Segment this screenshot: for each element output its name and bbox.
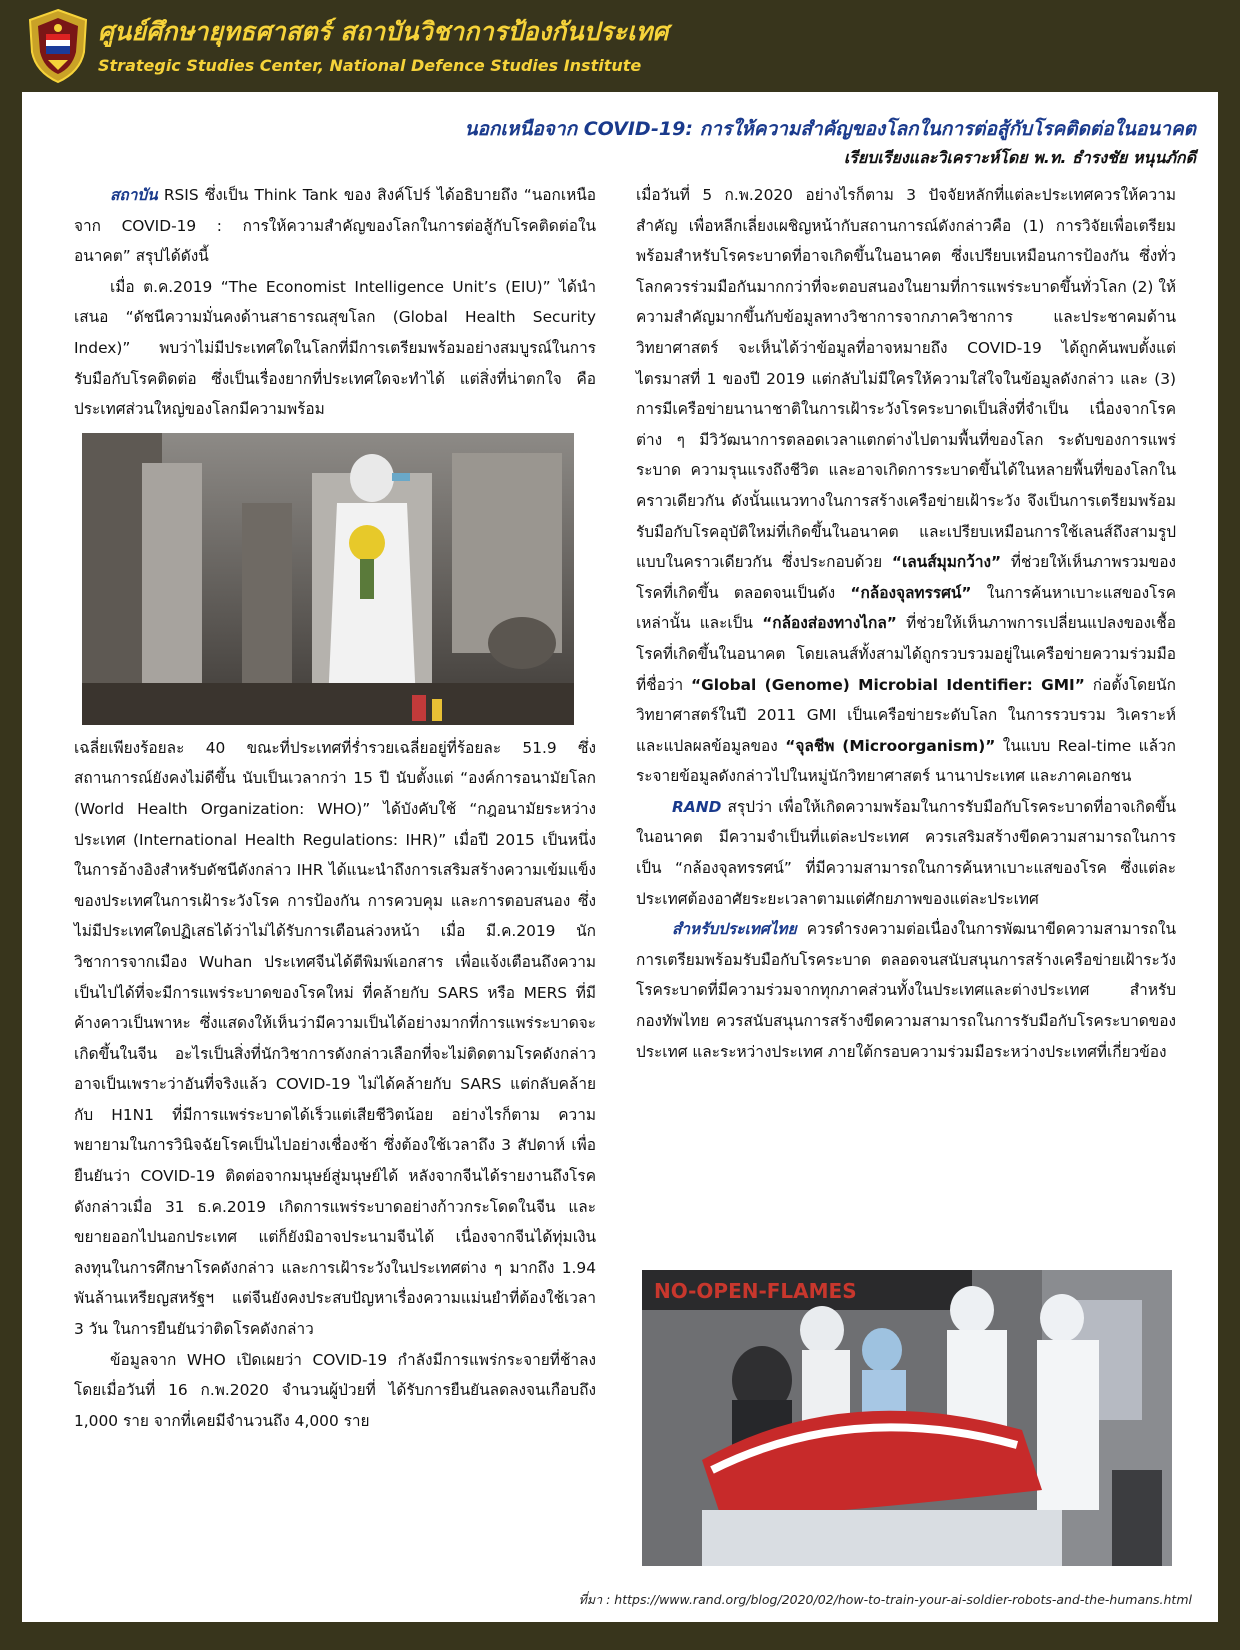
header-bar bbox=[0, 0, 1240, 92]
source-citation: ที่มา : https://www.rand.org/blog/2020/02/how-to-train-your-ai-soldier-robots-and-the-humans.html bbox=[578, 1592, 1192, 1607]
article-byline: เรียบเรียงและวิเคราะห์โดย พ.ท. ธำรงชัย หนุนภักดี bbox=[843, 148, 1196, 167]
paragraph-lead: สถาบัน bbox=[110, 186, 158, 204]
paragraph-text: ควรดำรงความต่อเนื่องในการพัฒนาขีดความสามารถในการเตรียมพร้อมรับมือกับโรคระบาด ตลอดจนสนับสนุนการสร้างเครือข่ายเฝ้าระวังโรคระบาดที่มีความร่วมจากทุกภาคส่วนทั้งในประเทศและต่างประเทศ สำหรับกองทัพไทย ควรสนับสนุนการสร้างขีดความสามารถในการรับมือกับโรคระบาดของประเทศ และระหว่างประเทศ ภายใต้กรอบความร่วมมือระหว่างประเทศที่เกี่ยวข้อง bbox=[636, 920, 1176, 1061]
paragraph bbox=[636, 792, 1176, 914]
warning-sign-text: NO-OPEN-FLAMES bbox=[654, 1279, 857, 1303]
paragraph bbox=[636, 180, 1176, 792]
right-column bbox=[636, 180, 1176, 1067]
paragraph-text: เมื่อวันที่ 5 ก.พ.2020 อย่างไรก็ตาม 3 ปัจจัยหลักที่แต่ละประเทศควรให้ความสำคัญ เพื่อหลีกเลี่ยงเผชิญหน้ากับสถานการณ์ดังกล่าวคือ (1) การวิจัยเพื่อเตรียมพร้อมสำหรับโรคระบาดที่อาจเกิดขึ้นในอนาคต ซึ่งเปรียบเหมือนการป้องกัน ซึ่งทั่วโลกควรร่วมมือกันมากกว่าที่จะตอบสนองในยามที่การแพร่ระบาดขึ้นทั่วโลก (2) ให้ความสำคัญมากขึ้นกับข้อมูลทางวิชาการจากภาควิชาการ และประชาคมด้านวิทยาศาสตร์ จะเห็นได้ว่าข้อมูลที่อาจหมายถึง COVID-19 ได้ถูกค้นพบตั้งแต่ไตรมาสที่ 1 ของปี 2019 แต่กลับไม่มีใครให้ความใส่ใจในข้อมูลดังกล่าว และ (3) การมีเครือข่ายนานาชาติในการเฝ้าระวังโรคระบาดเป็นสิ่งที่จำเป็น เนื่องจากโรคต่าง ๆ มีวิวัฒนาการตลอดเวลาแตกต่างไปตามพื้นที่ของโลก ระดับของการแพร่ระบาด ความรุนแรงถึงชีวิต และอาจเกิดการระบาดขึ้นได้ในหลายพื้นที่ของโลกในคราวเดียวกัน ดังนั้นแนวทางในการสร้างเครือข่ายเฝ้าระวัง จึงเป็นการเตรียมพร้อมรับมือกับโรคอุบัติใหม่ที่เกิดขึ้นในอนาคต และเปรียบเหมือนการใช้เลนส์ถึงสามรูปแบบในคราวเดียวกัน ซึ่งประกอบด้วย bbox=[636, 186, 1176, 572]
paragraph-lead: RAND bbox=[672, 797, 722, 816]
institute-emblem-icon bbox=[24, 8, 92, 84]
paragraph-text: ที่ช่วยให้เห็นภาพการเปลี่ยนแปลงของเชื้อโรคที่เกิดขึ้นในอนาคต โดยเลนส์ทั้งสามได้ถูกรวบรวมอยู่ในเครือข่ายความร่วมมือที่ชื่อว่า bbox=[636, 614, 1176, 694]
paragraph: ข้อมูลจาก WHO เปิดเผยว่า COVID-19 กำลังมีการแพร่กระจายที่ช้าลง โดยเมื่อวันที่ 16 ก.พ.2020 จำนวนผู้ป่วยที่ ได้รับการยืนยันลดลงจนเกือบถึง 1,000 ราย จากที่เคยมีจำนวนถึง 4,000 ราย bbox=[74, 1350, 596, 1430]
paragraph-text: ในแบบ Real-time แล้วกระจายข้อมูลดังกล่าวไปในหมู่นักวิทยาศาสตร์ นานาประเทศ และภาคเอกชน bbox=[636, 736, 1176, 786]
emphasis-microorganism: “จุลชีพ (Microorganism)” bbox=[785, 736, 996, 755]
emphasis-gmi: “Global (Genome) Microbial Identifier: GMI” bbox=[691, 675, 1085, 694]
paragraph-text: สรุปว่า เพื่อให้เกิดความพร้อมในการรับมือกับโรคระบาดที่อาจเกิดขึ้นในอนาคต มีความจำเป็นที่แต่ละประเทศ ควรเสริมสร้างขีดความสามารถในการเป็น “กล้องจุลทรรศน์” ที่มีความสามารถในการค้นหาเบาะแสของโรค ซึ่งแต่ละประเทศต้องอาศัยระยะเวลาตามแต่ศักยภาพของแต่ละประเทศ bbox=[636, 797, 1176, 908]
cemetery-mourner-photo bbox=[82, 433, 574, 725]
paragraph: เฉลี่ยเพียงร้อยละ 40 ขณะที่ประเทศที่ร่ำรวยเฉลี่ยอยู่ที่ร้อยละ 51.9 ซึ่งสถานการณ์ยังคงไม่ดีขึ้น นับเป็นเวลากว่า 15 ปี นับตั้งแต่ “องค์การอนามัยโลก (World Health Organization: WHO)” ได้บังคับใช้ “กฎอนามัยระหว่างประเทศ (International Health Regulations: IHR)” เมื่อปี 2015 เป็นหนึ่งในการอ้างอิงสำหรับดัชนีดังกล่าว IHR ได้แนะนำถึงการเสริมสร้างความเข้มแข็งของประเทศในการเฝ้าระวังโรค การป้องกัน การควบคุม และการตอบสนอง ซึ่งไม่มีประเทศใดปฏิเสธได้ว่าไม่ได้รับการเตือนล่วงหน้า เมื่อ มี.ค.2019 นักวิชาการจากเมือง Wuhan ประเทศจีนได้ตีพิมพ์เอกสาร เพื่อแจ้งเตือนถึงความเป็นไปได้ที่จะมีการแพร่ระบาดของโรคใหม่ ที่คล้ายกับ SARS หรือ MERS ที่มีค้างคาวเป็นพาหะ ซึ่งแสดงให้เห็นว่ามีความเป็นได้อย่างมากที่การแพร่ระบาดจะเกิดขึ้นในจีน อะไรเป็นสิ่งที่นักวิชาการดังกล่าวเลือกที่จะไม่ติดตามโรคดังกล่าว อาจเป็นเพราะว่าอันที่จริงแล้ว COVID-19 ไม่ได้คล้ายกับ SARS แต่กลับคล้ายกับ H1N1 ที่มีการแพร่ระบาดได้เร็วแต่เสียชีวิตน้อย อย่างไรก็ตาม ความพยายามในการวินิจฉัยโรคเป็นไปอย่างเชื่องช้า ซึ่งต้องใช้เวลาถึง 3 สัปดาห์ เพื่อยืนยันว่า COVID-19 ติดต่อจากมนุษย์สู่มนุษย์ได้ หลังจากจีนได้รายงานถึงโรคดังกล่าวเมื่อ 31 ธ.ค.2019 เกิดการแพร่ระบาดอย่างก้าวกระโดดในจีน และขยายออกไปนอกประเทศ แต่ก็ยังมิอาจประนามจีนได้ เนื่องจากจีนได้ทุ่มเงินลงทุนในการศึกษาโรคดังกล่าว และการเฝ้าระวังในประเทศต่าง ๆ มากถึง 1.94 พันล้านเหรียญสหรัฐฯ แต่จีนยังคงประสบปัญหาเรื่องความแม่นยำที่ต้องใช้เวลา 3 วัน ในการยืนยันว่าติดโรคดังกล่าว bbox=[74, 738, 596, 1339]
article-title: นอกเหนือจาก COVID-19: การให้ความสำคัญของโลกในการต่อสู้กับโรคติดต่อในอนาคต bbox=[464, 118, 1196, 140]
paragraph: เมื่อ ต.ค.2019 “The Economist Intelligence Unit’s (EIU)” ได้นำเสนอ “ดัชนีความมั่นคงด้านสาธารณสุขโลก (Global Health Security Index)” พบว่าไม่มีประเทศใดในโลกที่มีการเตรียมพร้อมอย่างสมบูรณ์ในการรับมือกับโรคติดต่อ ซึ่งเป็นเรื่องยากที่ประเทศใดจะทำได้ แต่สิ่งที่น่าตกใจ คือ ประเทศส่วนใหญ่ของโลกมีความพร้อม bbox=[74, 277, 596, 419]
left-column bbox=[74, 180, 596, 1436]
org-name-thai: ศูนย์ศึกษายุทธศาสตร์ สถาบันวิชาการป้องกันประเทศ bbox=[98, 17, 669, 46]
org-name-english: Strategic Studies Center, National Defence Studies Institute bbox=[98, 56, 642, 75]
medical-workers-stretcher-photo bbox=[642, 1270, 1172, 1566]
paragraph-text: RSIS ซึ่งเป็น Think Tank ของ สิงค์โปร์ ได้อธิบายถึง “นอกเหนือจาก COVID-19 : การให้ความสำคัญของโลกในการต่อสู้กับโรคติดต่อในอนาคต” สรุปได้ดังนี้ bbox=[74, 186, 596, 266]
emphasis-microscope: “กล้องจุลทรรศน์” bbox=[850, 583, 972, 602]
article-page bbox=[22, 92, 1218, 1622]
paragraph bbox=[74, 180, 596, 272]
paragraph bbox=[636, 914, 1176, 1067]
emphasis-wide-lens: “เลนส์มุมกว้าง” bbox=[891, 553, 1002, 572]
emphasis-telescope: “กล้องส่องทางไกล” bbox=[762, 614, 897, 633]
paragraph-text: ที่ช่วยให้เห็นภาพรวมของโรคที่เกิดขึ้น ตลอดจนเป็นดัง bbox=[636, 553, 1176, 602]
paragraph-lead: สำหรับประเทศไทย bbox=[672, 920, 797, 939]
paragraph-text: ก่อตั้งโดยนักวิทยาศาสตร์ในปี 2011 GMI เป็นเครือข่ายระดับโลก ในการรวบรวม วิเคราะห์ และแปลผลข้อมูลของ bbox=[636, 675, 1176, 755]
paragraph-text: ในการค้นหาเบาะแสของโรคเหล่านั้น และเป็น bbox=[636, 583, 1176, 633]
